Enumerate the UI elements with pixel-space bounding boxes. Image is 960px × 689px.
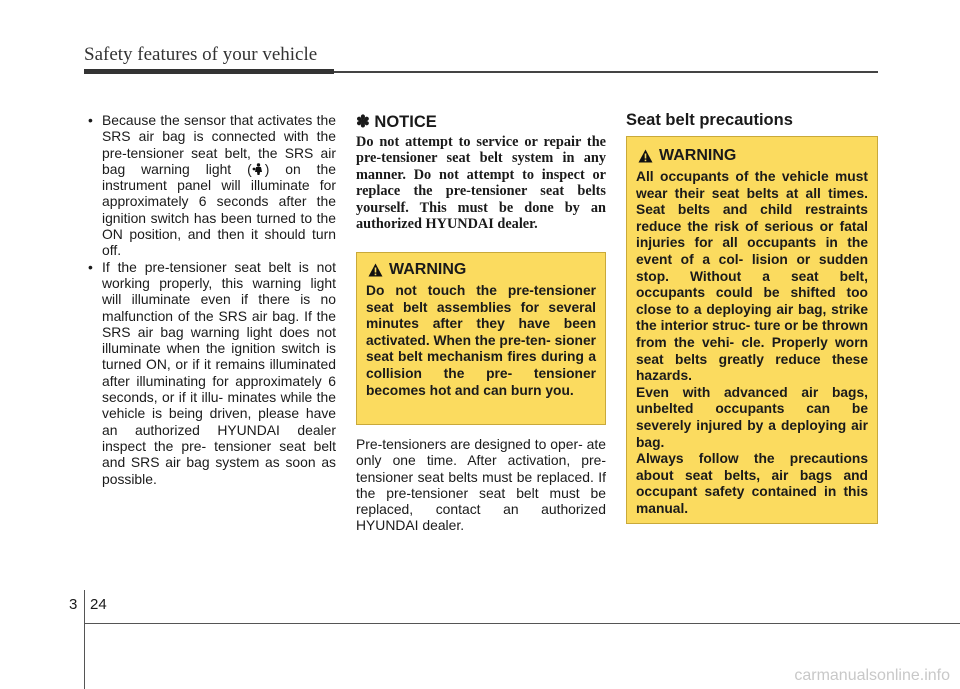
footer-rule	[84, 623, 960, 624]
warning-triangle-icon	[368, 263, 383, 277]
chapter-number: 3	[69, 596, 78, 613]
warning-box-pretensioner	[356, 252, 606, 425]
notice-section	[356, 112, 606, 232]
watermark: carmanualsonline.info	[794, 667, 950, 684]
warning-heading: WARNING	[659, 147, 737, 164]
page-number: 24	[90, 596, 107, 613]
warning-triangle-icon	[638, 149, 653, 163]
notice-body: Do not attempt to service or repair the pre-tensioner seat belt system in any manner. Do not attempt to inspect or replace the pre-tensioner seat belts yourself. This must be done by an authorized HYUNDAI dealer.	[356, 134, 606, 233]
warning-heading: WARNING	[389, 261, 467, 278]
list-item: • If the pre-tensioner seat belt is not working properly, this warning light will illuminate even if there is no malfunction of the SRS air bag. If the SRS air bag warning light does not illuminate when the ignition switch is turned ON, or if it remains illuminated after illuminating for approximately 6 seconds, or if it illu- minates while the vehicle is being driven, please have an authorized HYUNDAI dealer inspect the pre- tensioner seat belt and SRS air bag system as soon as possible.	[88, 259, 336, 487]
airbag-warning-icon	[252, 163, 265, 176]
warning-box-seat-belt	[626, 136, 878, 524]
warning-text: Always follow the precautions about seat belts, air bags and occupant safety contained in this manual.	[636, 451, 868, 516]
section-title: Seat belt precautions	[626, 111, 793, 129]
pretensioner-paragraph: Pre-tensioners are designed to oper- ate only one time. After activation, pre-tensioner seat belts must be replaced. If the pre-tensioner seat belt must be replaced, contact an authorized HYUNDAI dealer.	[356, 436, 606, 534]
warning-text: Even with advanced air bags, unbelted occupants can be severely injured by a deploying air bag.	[636, 384, 868, 450]
footer-divider	[84, 590, 85, 689]
warning-text: Do not touch the pre-tensioner seat belt assemblies for several minutes after they have been activated. When the pre-ten- sioner seat belt mechanism fires during a collision the pre- tensioner becomes hot and can burn you.	[366, 283, 596, 398]
page-header-title: Safety features of your vehicle	[84, 44, 318, 65]
header-rule-accent	[84, 69, 334, 74]
notice-title: ✽ NOTICE	[356, 113, 437, 131]
bullet-list	[88, 112, 336, 487]
warning-text: All occupants of the vehicle must wear their seat belts at all times. Seat belts and child restraints reduce the risk of serious or fatal injuries for all occupants in the event of a col- lision or sudden stop. Without a seat belt, occupants could be shifted too close to a deploying air bag, strike the interior struc- ture or be thrown from the vehi- cle. Properly worn seat belts greatly reduce these hazards.	[636, 169, 868, 384]
list-item: • Because the sensor that activates the SRS air bag is connected with the pre-tensioner seat belt, the SRS air bag warning light ( ) on the instrument panel will illuminate for approximately 6 seconds after the ignition switch has been turned to the ON position, and then it should turn off.	[88, 112, 336, 259]
left-column	[88, 112, 336, 487]
